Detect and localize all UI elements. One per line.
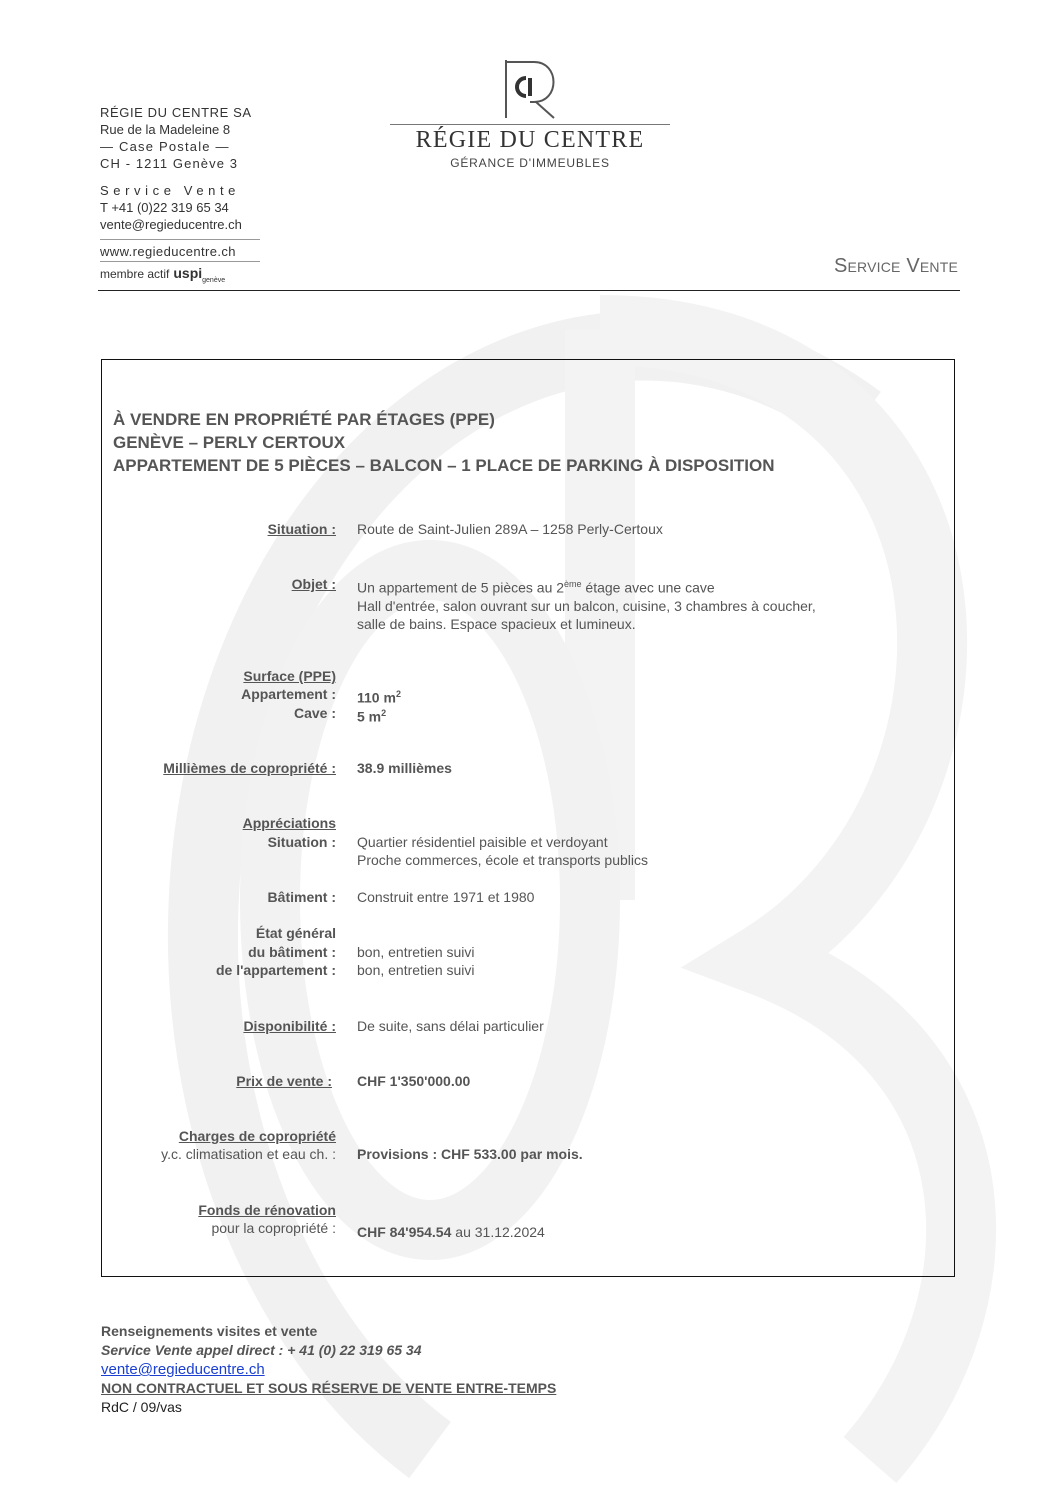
rdc-monogram-icon <box>490 58 570 120</box>
footer-contact <box>101 1322 556 1417</box>
appartement-label: Appartement : <box>241 686 336 702</box>
batiment-value: Construit entre 1971 et 1980 <box>357 889 535 905</box>
listing-box <box>101 359 955 1277</box>
headline-line-2: GENÈVE – PERLY CERTOUX <box>113 433 346 452</box>
milliemes-value: 38.9 millièmes <box>357 760 452 776</box>
member-text: membre actif <box>100 267 170 281</box>
batiment-label: Bâtiment : <box>267 889 336 905</box>
prix-label: Prix de vente : <box>236 1073 332 1089</box>
etat-appartement-label: de l'appartement : <box>215 962 336 978</box>
footer-reference: RdC / 09/vas <box>101 1399 182 1415</box>
etat-batiment-value: bon, entretien suivi <box>357 944 475 960</box>
etat-batiment-label: du bâtiment : <box>248 944 336 960</box>
company-po-box: — Case Postale — <box>100 139 230 154</box>
footer-phone-line: Service Vente appel direct : + 41 (0) 22 319 65 34 <box>101 1342 422 1358</box>
fonds-value: CHF 84'954.54 au 31.12.2024 <box>357 1224 545 1240</box>
footer-info-line: Renseignements visites et vente <box>101 1323 318 1339</box>
cave-label: Cave : <box>293 705 336 721</box>
surface-heading: Surface (PPE) <box>243 668 336 684</box>
header-divider <box>98 290 960 291</box>
charges-sublabel: y.c. climatisation et eau ch. : <box>161 1146 336 1162</box>
company-logo <box>380 58 680 170</box>
fonds-heading: Fonds de rénovation <box>198 1202 336 1218</box>
situation-value: Route de Saint-Julien 289A – 1258 Perly-Certoux <box>357 521 663 537</box>
charges-heading: Charges de copropriété <box>178 1128 336 1144</box>
headline-line-3: APPARTEMENT DE 5 PIÈCES – BALCON – 1 PLACE DE PARKING À DISPOSITION <box>113 456 775 475</box>
company-address-block <box>100 104 260 289</box>
member-line <box>100 261 260 289</box>
charges-value: Provisions : CHF 533.00 par mois. <box>357 1146 583 1162</box>
uspi-logo: uspi$_{genève}$ <box>173 265 226 284</box>
appartement-value: 110 $m^2$ <box>357 689 401 706</box>
cave-value: 5 $m^2$ <box>357 708 387 725</box>
service-label: Service Vente <box>833 255 958 277</box>
appreciation-situation-label: Situation : <box>267 834 336 850</box>
disponibilite-label: Disponibilité : <box>243 1018 336 1034</box>
headline-line-1: À VENDRE EN PROPRIÉTÉ PAR ÉTAGES (PPE) <box>113 410 495 429</box>
company-phone: T +41 (0)22 319 65 34 <box>100 200 229 215</box>
company-email[interactable]: vente@regieducentre.ch <box>100 217 242 232</box>
company-service: Service Vente <box>100 183 241 198</box>
objet-value: Un appartement de 5 pièces au 2ème étage avec une cave Hall d'entrée, salon ouvrant sur un balcon, cuisine, 3 chambres à coucher, salle de bains. Espace spacieux et lumineux. <box>357 579 816 632</box>
company-street: Rue de la Madeleine 8 <box>100 122 231 137</box>
prix-value: CHF 1'350'000.00 <box>357 1073 471 1089</box>
etat-heading: État général <box>255 925 336 941</box>
footer-email-link[interactable]: vente@regieducentre.ch <box>101 1361 265 1378</box>
company-city: CH - 1211 Genève 3 <box>100 156 239 171</box>
logo-rule <box>390 124 670 125</box>
company-name: RÉGIE DU CENTRE SA <box>100 105 252 120</box>
footer-disclaimer: NON CONTRACTUEL ET SOUS RÉSERVE DE VENTE ENTRE-TEMPS <box>101 1380 557 1396</box>
fonds-sublabel: pour la copropriété : <box>211 1220 336 1236</box>
logo-title: RÉGIE DU CENTRE <box>415 127 645 153</box>
disponibilite-value: De suite, sans délai particulier <box>357 1018 544 1034</box>
company-website[interactable]: www.regieducentre.ch <box>100 239 260 260</box>
appreciation-situation-value: Quartier résidentiel paisible et verdoyant Proche commerces, école et transports publics <box>357 834 649 868</box>
appreciations-heading: Appréciations <box>242 815 336 831</box>
objet-label: Objet : <box>291 576 336 592</box>
etat-appartement-value: bon, entretien suivi <box>357 962 475 978</box>
logo-subtitle: GÉRANCE D'IMMEUBLES <box>450 156 610 170</box>
situation-label: Situation : <box>267 521 336 537</box>
milliemes-label: Millièmes de copropriété : <box>163 760 336 776</box>
listing-headline <box>113 408 775 477</box>
